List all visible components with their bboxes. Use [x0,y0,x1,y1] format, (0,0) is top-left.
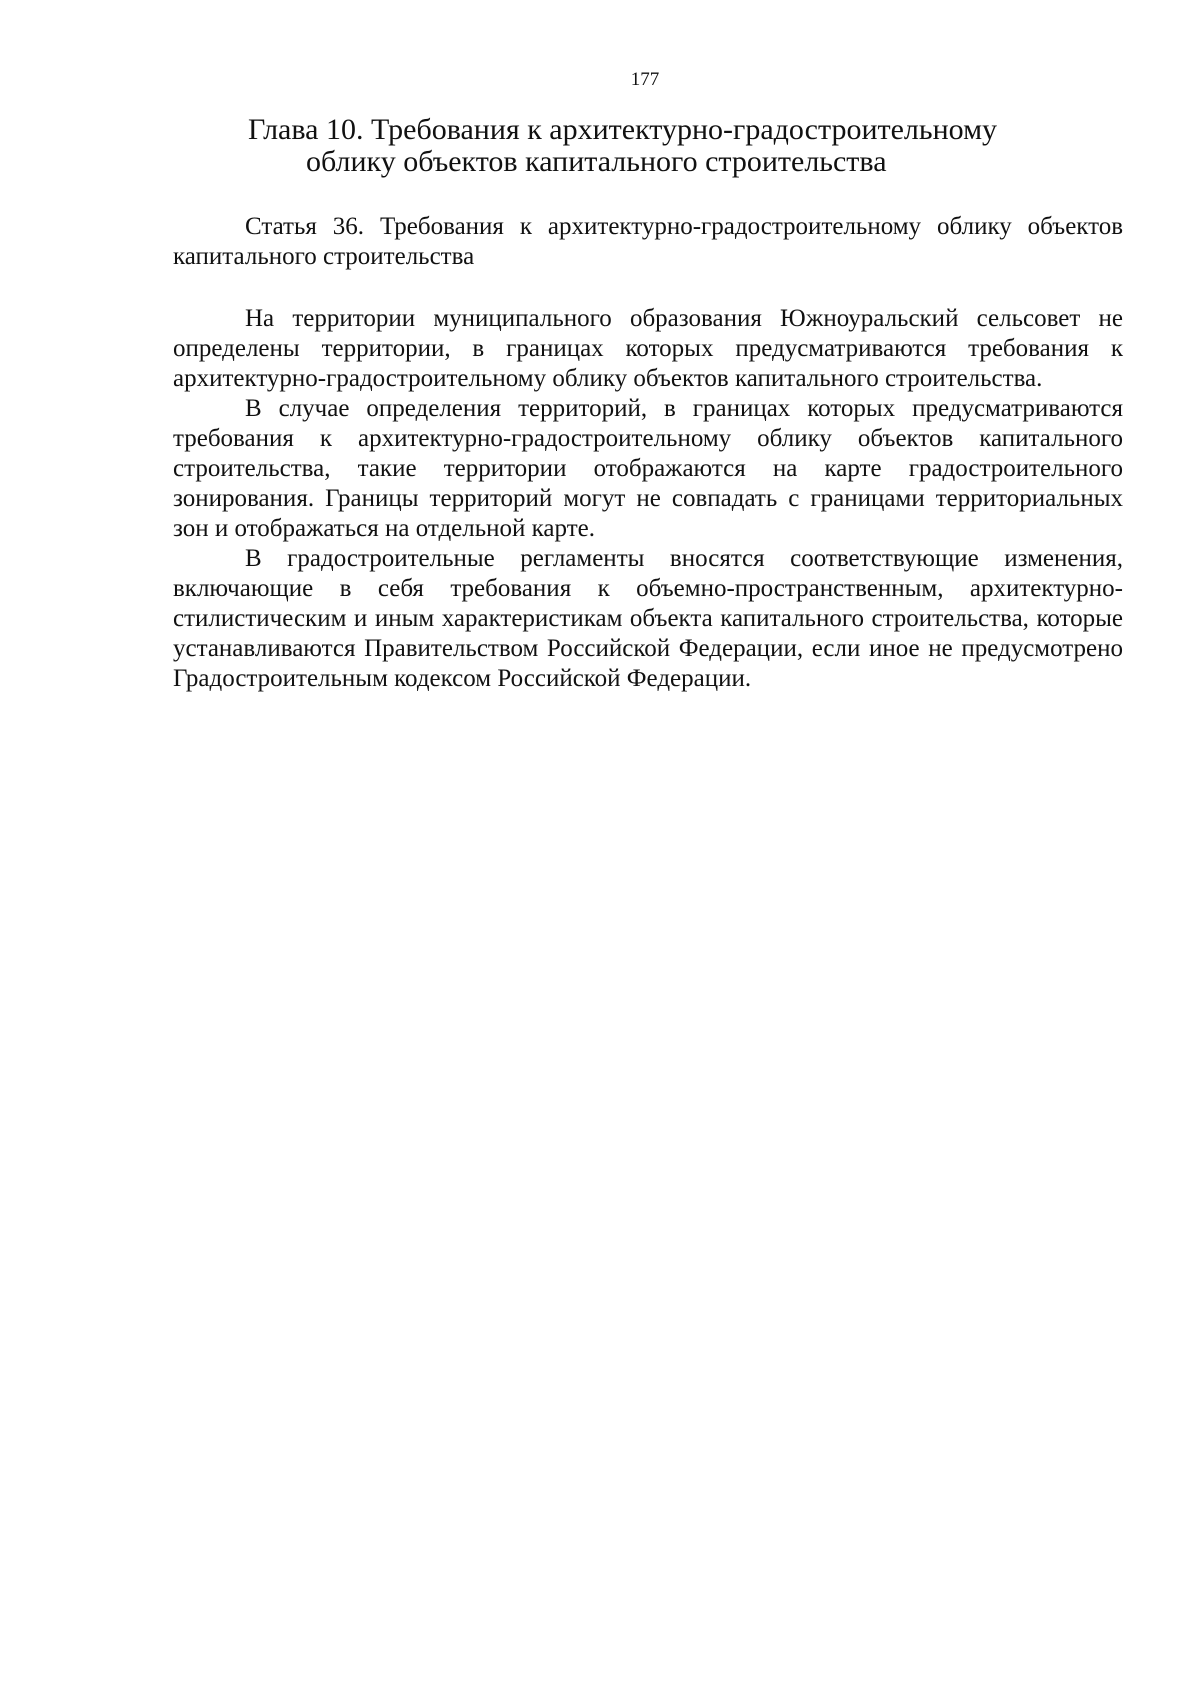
chapter-title-line-2: облику объектов капитального строительства [306,145,887,178]
article-title: Статья 36. Требования к архитектурно-градостроительному облику объектов капитального строительства [173,213,1123,270]
chapter-title-line-1: Глава 10. Требования к архитектурно-градостроительному [248,113,998,146]
page-number: 177 [630,69,660,90]
paragraph-2: В случае определения территорий, в границах которых предусматриваются требования к архитектурно-градостроительному облику объектов капитального строительства, такие территории отображаются на карте градостроительного зонирования. Границы территорий могут не совпадать с границами территориальных зон и отображаться на отдельной карте. [173,395,1123,542]
document-body [173,212,1123,694]
chapter-title [248,114,1108,178]
paragraph-1: На территории муниципального образования Южноуральский сельсовет не определены территории, в границах которых предусматриваются требования к архитектурно-градостроительному облику объектов капитального строительства. [173,305,1123,392]
paragraph-3: В градостроительные регламенты вносятся соответствующие изменения, включающие в себя требования к объемно-пространственным, архитектурно-стилистическим и иным характеристикам объекта капитального строительства, которые устанавливаются Правительством Российской Федерации, если иное не предусмотрено Градостроительным кодексом Российской Федерации. [173,545,1123,692]
